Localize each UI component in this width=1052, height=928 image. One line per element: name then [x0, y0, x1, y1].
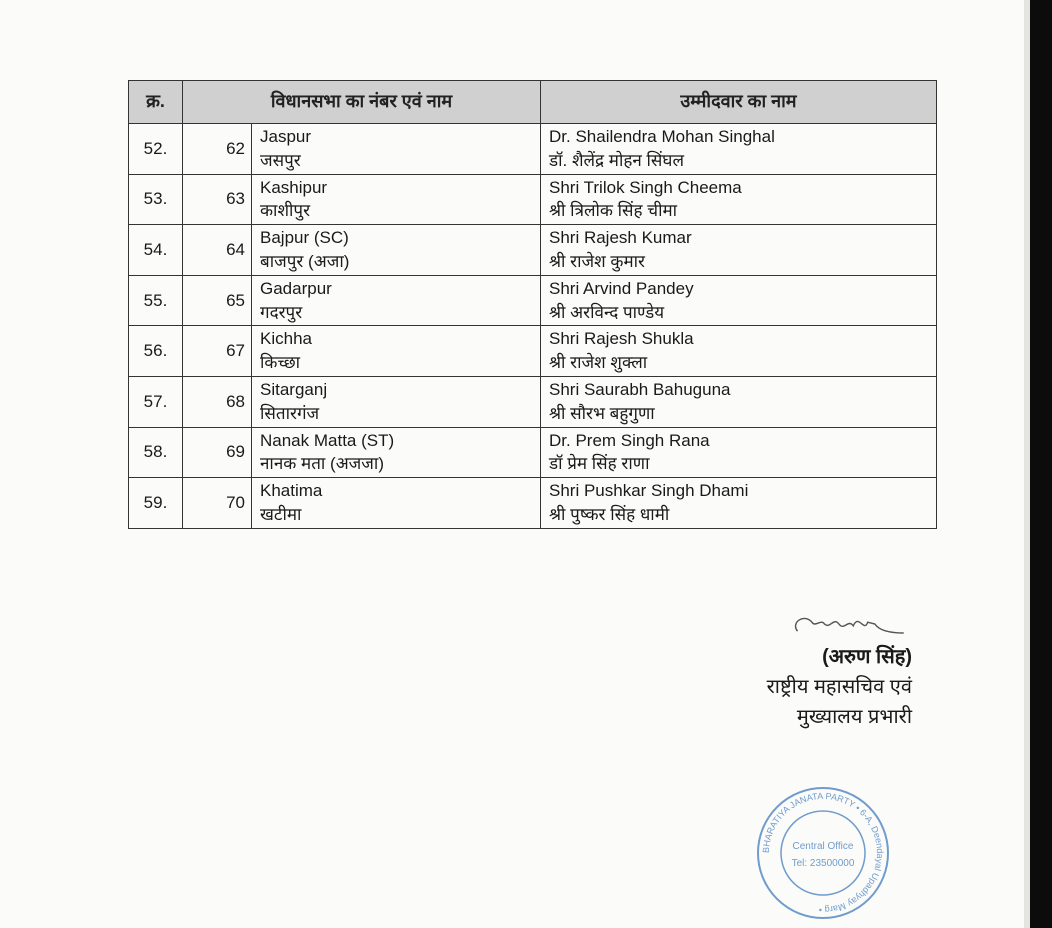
candidate-name-hi: डॉ. शैलेंद्र मोहन सिंघल — [549, 150, 685, 170]
constituency-number: 65 — [183, 275, 252, 326]
constituency-name-cell — [252, 124, 541, 175]
signatory-title-1: राष्ट्रीय महासचिव एवं — [766, 676, 912, 698]
header-candidate: उम्मीदवार का नाम — [541, 81, 937, 124]
party-stamp — [756, 786, 890, 925]
candidate-name-en: Shri Rajesh Shukla — [549, 329, 694, 349]
constituency-number: 64 — [183, 225, 252, 276]
candidate-cell — [541, 478, 937, 529]
constituency-name-hi: खटीमा — [260, 504, 302, 524]
candidate-name-hi: डॉ प्रेम सिंह राणा — [549, 454, 650, 474]
constituency-name-en: Sitarganj — [260, 379, 328, 399]
header-serial: क्र. — [129, 81, 183, 124]
serial-cell: 57. — [129, 376, 183, 427]
constituency-name-en: Nanak Matta (ST) — [260, 430, 395, 450]
table-row — [129, 427, 937, 478]
table-row — [129, 478, 937, 529]
constituency-name-cell — [252, 478, 541, 529]
constituency-name-cell — [252, 174, 541, 225]
constituency-name-en: Khatima — [260, 481, 323, 501]
serial-cell: 56. — [129, 326, 183, 377]
constituency-number: 62 — [183, 124, 252, 175]
serial-cell: 54. — [129, 225, 183, 276]
candidate-name-hi: श्री अरविन्द पाण्डेय — [549, 302, 665, 322]
constituency-name-en: Jaspur — [260, 127, 312, 146]
stamp-icon — [756, 786, 890, 920]
candidate-name-en: Shri Saurabh Bahuguna — [549, 379, 731, 399]
table-header — [129, 81, 937, 124]
table-row — [129, 326, 937, 377]
constituency-name-hi: जसपुर — [260, 150, 301, 170]
constituency-name-hi: किच्छा — [260, 353, 301, 373]
constituency-name-cell — [252, 275, 541, 326]
constituency-name-cell — [252, 427, 541, 478]
constituency-number: 70 — [183, 478, 252, 529]
constituency-number: 69 — [183, 427, 252, 478]
signatory-title-2: मुख्यालय प्रभारी — [796, 706, 912, 728]
signature-icon — [782, 606, 912, 642]
serial-cell: 52. — [129, 124, 183, 175]
constituency-number: 68 — [183, 376, 252, 427]
constituency-name-cell — [252, 326, 541, 377]
serial-cell: 59. — [129, 478, 183, 529]
constituency-name-hi: नानक मता (अजजा) — [260, 454, 384, 474]
signatory-name: (अरुण सिंह) — [822, 646, 912, 668]
table-row — [129, 225, 937, 276]
table-row — [129, 275, 937, 326]
constituency-name-en: Kichha — [260, 329, 312, 349]
candidate-cell — [541, 326, 937, 377]
signature-block — [767, 606, 912, 732]
candidate-name-en: Dr. Shailendra Mohan Singhal — [549, 127, 775, 146]
header-constituency: विधानसभा का नंबर एवं नाम — [183, 81, 541, 124]
constituency-name-en: Gadarpur — [260, 278, 332, 298]
constituency-name-hi: बाजपुर (अजा) — [260, 251, 350, 271]
constituency-name-hi: सितारगंज — [260, 403, 320, 423]
candidate-name-hi: श्री राजेश कुमार — [549, 251, 645, 271]
constituency-number: 63 — [183, 174, 252, 225]
constituency-name-hi: काशीपुर — [260, 201, 311, 221]
candidate-name-hi: श्री राजेश शुक्ला — [549, 353, 648, 373]
candidate-cell — [541, 174, 937, 225]
constituency-name-cell — [252, 225, 541, 276]
scan-edge — [1030, 0, 1052, 928]
constituency-number: 67 — [183, 326, 252, 377]
candidate-cell — [541, 275, 937, 326]
candidate-name-en: Shri Arvind Pandey — [549, 278, 694, 298]
stamp-line-2: Tel: 23500000 — [791, 858, 855, 869]
candidate-name-en: Dr. Prem Singh Rana — [549, 430, 710, 450]
candidate-name-en: Shri Rajesh Kumar — [549, 228, 692, 248]
candidate-table — [128, 80, 937, 529]
candidate-name-hi: श्री त्रिलोक सिंह चीमा — [549, 201, 678, 221]
candidate-name-en: Shri Trilok Singh Cheema — [549, 177, 742, 197]
table-row — [129, 376, 937, 427]
candidate-cell — [541, 427, 937, 478]
constituency-name-cell — [252, 376, 541, 427]
candidate-name-hi: श्री पुष्कर सिंह धामी — [549, 504, 670, 524]
candidate-cell — [541, 376, 937, 427]
serial-cell: 55. — [129, 275, 183, 326]
stamp-ring-text: BHARATIYA JANATA PARTY • 6-A, Deendayal Upadhyay Marg • — [760, 790, 886, 916]
constituency-name-hi: गदरपुर — [260, 302, 303, 322]
candidate-cell — [541, 225, 937, 276]
serial-cell: 58. — [129, 427, 183, 478]
table-row — [129, 124, 937, 175]
candidate-name-en: Shri Pushkar Singh Dhami — [549, 481, 749, 501]
candidate-name-hi: श्री सौरभ बहुगुणा — [549, 403, 655, 423]
table-row — [129, 174, 937, 225]
stamp-line-1: Central Office — [792, 841, 854, 852]
serial-cell: 53. — [129, 174, 183, 225]
constituency-name-en: Bajpur (SC) — [260, 228, 349, 248]
constituency-name-en: Kashipur — [260, 177, 328, 197]
candidate-cell — [541, 124, 937, 175]
